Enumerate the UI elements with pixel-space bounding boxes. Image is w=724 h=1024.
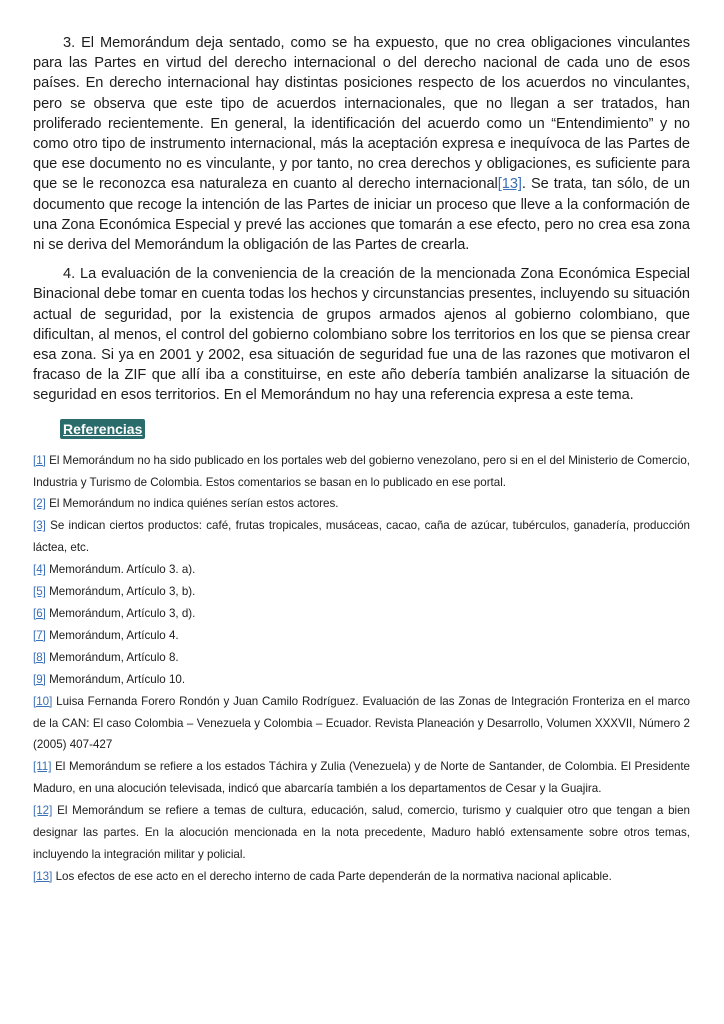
footnote-text: Luisa Fernanda Forero Rondón y Juan Camilo Rodríguez. Evaluación de las Zonas de Integración Fronteriza en el marco de la CAN: El caso Colombia – Venezuela y Colombia – Ecuador. Revista Planeación y Desarrollo, Volumen XXXVII, Número 2 (2005) 407-427 xyxy=(33,694,690,752)
footnote-number-link[interactable]: [11] xyxy=(33,760,52,774)
footnote-number-link[interactable]: [5] xyxy=(33,585,46,599)
footnote-text: Memorándum, Artículo 8. xyxy=(45,650,179,664)
footnote-item xyxy=(33,581,690,603)
footnote-number-link[interactable]: [9] xyxy=(33,672,46,686)
footnote-text: Memorándum, Artículo 3, b). xyxy=(45,585,196,599)
footnote-item xyxy=(33,603,690,625)
footnote-number-link[interactable]: [6] xyxy=(33,607,46,620)
footnote-text: Memorándum, Artículo 4. xyxy=(45,628,179,642)
footnote-item xyxy=(33,625,690,647)
footnote-item xyxy=(33,493,690,515)
footnote-text: Memorándum. Artículo 3. a). xyxy=(45,563,196,577)
footnote-number-link[interactable]: [12] xyxy=(33,804,53,818)
footnote-number-link[interactable]: [4] xyxy=(33,563,46,577)
paragraph-3 xyxy=(33,33,690,255)
footnote-text: El Memorándum se refiere a temas de cultura, educación, salud, comercio, turismo y cualquier otro que tengan a bien designar las partes. En la alocución mencionada en la nota precedente, Maduro habló extensamente sobre otros temas, incluyendo la integración militar y policial. xyxy=(33,804,690,861)
footnote-item xyxy=(33,756,690,800)
footnote-text: Se indican ciertos productos: café, frutas tropicales, musáceas, cacao, caña de azúcar, tubérculos, ganadería, producción láctea, etc. xyxy=(33,519,690,555)
footnote-item xyxy=(33,515,690,559)
paragraph-3-text-after: . Se trata, tan sólo, de un documento que recoge la intención de las Partes de iniciar un proceso que lleve a la conformación de una Zona Económica Especial y prevé las acciones que tomarán a ese efecto, pero no crea esa zona ni se deriva del Memorándum la obligación de las Partes de crearla. xyxy=(33,176,690,254)
footnote-text: Memorándum, Artículo 3, d). xyxy=(45,607,196,620)
footnote-number-link[interactable]: [10] xyxy=(33,694,53,708)
footnote-item xyxy=(33,691,690,757)
footnote-text: Los efectos de ese acto en el derecho interno de cada Parte dependerán de la normativa nacional aplicable. xyxy=(52,869,612,883)
footnote-text: El Memorándum se refiere a los estados Táchira y Zulia (Venezuela) y de Norte de Santander, de Colombia. El Presidente Maduro, en una alocución televisada, indicó que abarcaría también a los departamentos de Cesar y la Guajira. xyxy=(33,760,690,796)
footnote-number-link[interactable]: [7] xyxy=(33,628,46,642)
footnote-item xyxy=(33,559,690,581)
footnote-number-link[interactable]: [2] xyxy=(33,497,46,511)
footnote-number-link[interactable]: [8] xyxy=(33,650,46,664)
footnote-text: El Memorándum no indica quiénes serían estos actores. xyxy=(45,497,339,511)
footnote-item xyxy=(33,450,690,494)
footnote-item xyxy=(33,866,690,888)
footnote-number-link[interactable]: [1] xyxy=(33,453,46,467)
document-page xyxy=(33,33,690,888)
footnote-number-link[interactable]: [3] xyxy=(33,519,46,533)
footnote-link-13[interactable]: [13] xyxy=(497,176,522,193)
references-heading: Referencias xyxy=(60,419,145,439)
footnote-item xyxy=(33,669,690,691)
footnote-number-link[interactable]: [13] xyxy=(33,869,53,883)
footnote-text: El Memorándum no ha sido publicado en los portales web del gobierno venezolano, pero si en el del Ministerio de Comercio, Industria y Turismo de Colombia. Estos comentarios se basan en lo publicado en ese portal. xyxy=(33,453,690,489)
paragraph-4: 4. La evaluación de la conveniencia de la creación de la mencionada Zona Económica Especial Binacional debe tomar en cuenta todas los hechos y circunstancias presentes, incluyendo su situación actual de seguridad, por la existencia de grupos armados ajenos al gobierno colombiano, que dificultan, al menos, el control del gobierno colombiano sobre los territorios en los que se piensa crear esa zona. Si ya en 2001 y 2002, esa situación de seguridad fue una de las razones que motivaron el fracaso de la ZIF que allí iba a constituirse, en este año debería también analizarse la situación de seguridad en esos territorios. En el Memorándum no hay una referencia expresa a este tema. xyxy=(33,266,690,404)
footnote-text: Memorándum, Artículo 10. xyxy=(45,672,186,686)
footnote-item xyxy=(33,647,690,669)
references-heading-container xyxy=(33,419,690,441)
footnote-item xyxy=(33,800,690,866)
paragraph-3-text-before: 3. El Memorándum deja sentado, como se ha expuesto, que no crea obligaciones vinculantes para las Partes en virtud del derecho internacional o del derecho nacional de cada uno de esos países. En derecho internacional hay distintas posiciones respecto de los acuerdos no vinculantes, pero se observa que este tipo de acuerdos internacionales, que no llegan a ser tratados, han proliferado recientemente. En general, la identificación del acuerdo como un “Entendimiento” y no como otro tipo de instrumento internacional, más la aceptación expresa e inequívoca de las Partes de que ese documento no es vinculante, y por tanto, no crea derechos y obligaciones, es suficiente para que se le reconozca esa naturaleza en cuanto al derecho internacional xyxy=(33,35,690,193)
footnotes-list xyxy=(33,450,690,888)
